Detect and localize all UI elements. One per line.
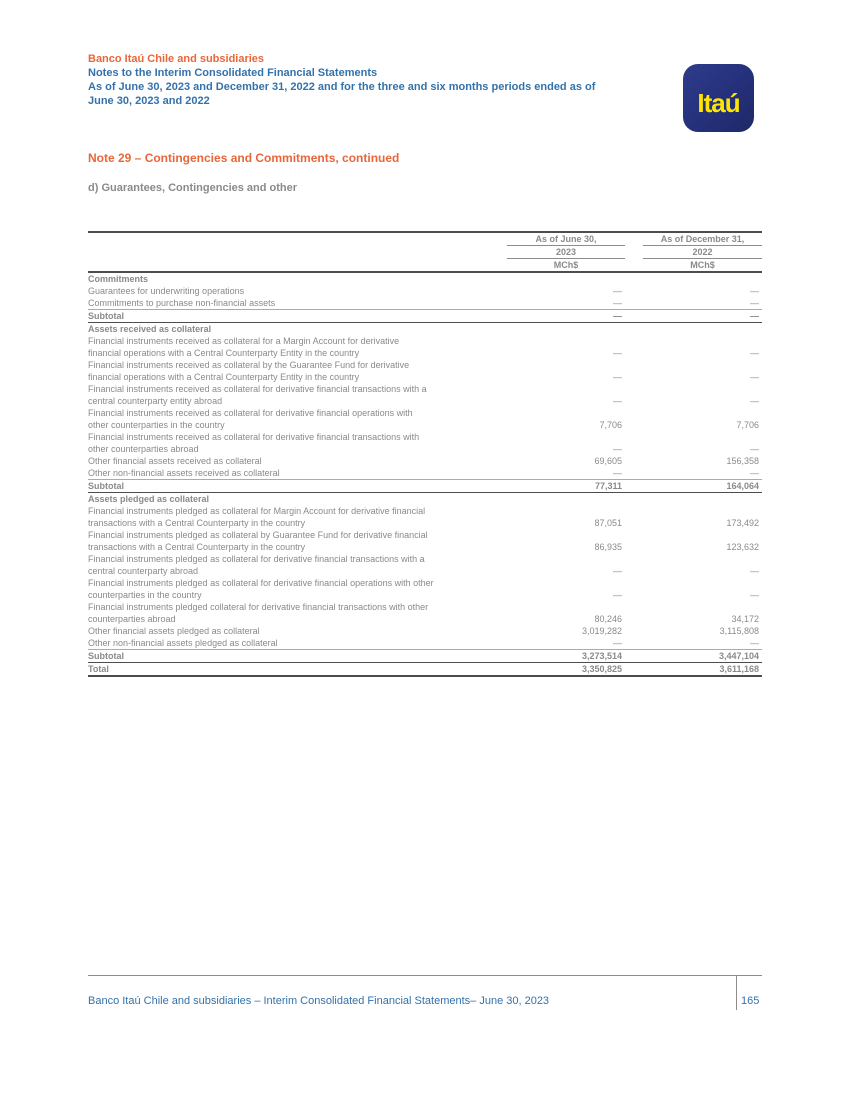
value-june-2023 bbox=[507, 493, 625, 506]
table-row-subtotal bbox=[88, 480, 762, 493]
row-label: Financial instruments pledged as collateral for derivative financial transactions with a central counterparty abroad bbox=[88, 554, 425, 576]
value-december-2022: — bbox=[643, 467, 762, 480]
table-row-item bbox=[88, 407, 762, 431]
column-gap bbox=[625, 335, 643, 359]
value-december-2022: — bbox=[643, 297, 762, 310]
value-december-2022: — bbox=[750, 566, 759, 576]
column-gap bbox=[625, 359, 643, 383]
value-june-2023: 86,935 bbox=[594, 542, 622, 552]
column-gap bbox=[625, 407, 643, 431]
value-june-2023: 87,051 bbox=[594, 518, 622, 528]
value-december-2022: — bbox=[643, 637, 762, 650]
value-december-2022: — bbox=[750, 444, 759, 454]
value-december-2022: — bbox=[750, 286, 759, 296]
table-row-item bbox=[88, 553, 762, 577]
itau-logo-text: Itaú bbox=[697, 87, 740, 118]
value-december-2022: 34,172 bbox=[731, 614, 759, 624]
header-spacer bbox=[88, 232, 507, 246]
value-december-2022: — bbox=[750, 590, 759, 600]
company-name: Banco Itaú Chile and subsidiaries bbox=[88, 53, 265, 65]
column-gap bbox=[625, 383, 643, 407]
row-label: Financial instruments pledged as collateral by Guarantee Fund for derivative financial transactions with a Central Counterparty in the country bbox=[88, 530, 428, 552]
table-row-item bbox=[88, 505, 762, 529]
table-row-section bbox=[88, 272, 762, 285]
table-body bbox=[88, 272, 762, 676]
value-june-2023: — bbox=[613, 348, 622, 358]
value-december-2022: — bbox=[750, 372, 759, 382]
value-june-2023: — bbox=[613, 566, 622, 576]
value-december-2022 bbox=[643, 493, 762, 506]
row-label: Financial instruments pledged collateral for derivative financial transactions with other counterparties abroad bbox=[88, 602, 429, 624]
table-row-item bbox=[88, 637, 762, 650]
value-december-2022: 3,115,808 bbox=[719, 626, 759, 636]
row-label: Subtotal bbox=[88, 480, 507, 493]
table-row-subtotal bbox=[88, 650, 762, 663]
value-december-2022: 3,611,168 bbox=[643, 663, 762, 677]
row-label: Financial instruments received as collateral for derivative financial transactions with a central counterparty entity abroad bbox=[88, 384, 427, 406]
column-gap bbox=[625, 650, 643, 663]
value-december-2022: — bbox=[643, 310, 762, 323]
column-gap bbox=[625, 297, 643, 310]
row-label: Assets pledged as collateral bbox=[88, 494, 210, 504]
value-june-2023: — bbox=[613, 590, 622, 600]
row-label: Assets received as collateral bbox=[88, 324, 212, 334]
column-gap bbox=[625, 601, 643, 625]
header-gap bbox=[625, 246, 643, 259]
value-june-2023: 80,246 bbox=[594, 614, 622, 624]
table-row-item bbox=[88, 359, 762, 383]
header-gap bbox=[625, 232, 643, 246]
value-june-2023: — bbox=[613, 286, 622, 296]
column-gap bbox=[625, 455, 643, 467]
col-header-2022: 2022 bbox=[643, 246, 762, 259]
table-header bbox=[88, 232, 762, 272]
table-row-subtotal bbox=[88, 310, 762, 323]
row-label: Financial instruments received as collateral by the Guarantee Fund for derivative financial operations with a Central Counterparty Entity in the country bbox=[88, 360, 410, 382]
row-label: Commitments bbox=[88, 274, 149, 284]
footer-divider bbox=[88, 975, 762, 976]
column-gap bbox=[625, 431, 643, 455]
col-header-units-1: MCh$ bbox=[507, 259, 625, 273]
column-gap bbox=[625, 323, 643, 336]
note-title: Note 29 – Contingencies and Commitments, continued bbox=[88, 151, 400, 165]
table-row-item bbox=[88, 577, 762, 601]
value-june-2023: 77,311 bbox=[507, 480, 625, 493]
table-row-item bbox=[88, 529, 762, 553]
value-december-2022 bbox=[643, 272, 762, 285]
col-header-december: As of December 31, bbox=[643, 232, 762, 246]
value-june-2023: — bbox=[507, 297, 625, 310]
table-row-item bbox=[88, 297, 762, 310]
column-gap bbox=[625, 285, 643, 297]
value-december-2022: — bbox=[750, 348, 759, 358]
column-gap bbox=[625, 493, 643, 506]
col-header-units-2: MCh$ bbox=[643, 259, 762, 273]
value-june-2023: — bbox=[507, 637, 625, 650]
column-gap bbox=[625, 625, 643, 637]
value-december-2022: 123,632 bbox=[726, 542, 759, 552]
column-gap bbox=[625, 553, 643, 577]
page-number: 165 bbox=[741, 995, 760, 1007]
value-june-2023: 7,706 bbox=[599, 420, 622, 430]
value-december-2022: 173,492 bbox=[726, 518, 759, 528]
document-title: Notes to the Interim Consolidated Financial Statements bbox=[88, 67, 378, 79]
table-row-item bbox=[88, 601, 762, 625]
col-header-june: As of June 30, bbox=[507, 232, 625, 246]
table-header-row-year bbox=[88, 246, 762, 259]
value-december-2022: 7,706 bbox=[736, 420, 759, 430]
value-june-2023: 3,273,514 bbox=[507, 650, 625, 663]
row-label: Subtotal bbox=[88, 310, 507, 323]
column-gap bbox=[625, 272, 643, 285]
table-row-item bbox=[88, 431, 762, 455]
row-label: Financial instruments pledged as collateral for derivative financial operations with other counterparties in the country bbox=[88, 578, 434, 600]
value-june-2023: 3,019,282 bbox=[581, 626, 622, 636]
row-label: Financial instruments received as collateral for a Margin Account for derivative financial operations with a Central Counterparty Entity in the country bbox=[88, 336, 400, 358]
header-spacer bbox=[88, 259, 507, 273]
value-june-2023: 3,350,825 bbox=[507, 663, 625, 677]
table-header-row-period bbox=[88, 232, 762, 246]
value-december-2022: 164,064 bbox=[643, 480, 762, 493]
table-row-section bbox=[88, 323, 762, 336]
table-row-item bbox=[88, 625, 762, 637]
footer-text: Banco Itaú Chile and subsidiaries – Interim Consolidated Financial Statements– June 30, 2023 bbox=[88, 995, 550, 1007]
table-row-total bbox=[88, 663, 762, 677]
column-gap bbox=[625, 467, 643, 480]
table-row-item bbox=[88, 285, 762, 297]
column-gap bbox=[625, 310, 643, 323]
row-label: Guarantees for underwriting operations bbox=[88, 286, 245, 296]
value-june-2023 bbox=[507, 323, 625, 336]
column-gap bbox=[625, 577, 643, 601]
row-label: Commitments to purchase non-financial assets bbox=[88, 297, 507, 310]
row-label: Other non-financial assets pledged as collateral bbox=[88, 637, 507, 650]
row-label: Other non-financial assets received as collateral bbox=[88, 467, 507, 480]
guarantees-table bbox=[88, 231, 762, 677]
row-label: Subtotal bbox=[88, 650, 507, 663]
column-gap bbox=[625, 480, 643, 493]
header-spacer bbox=[88, 246, 507, 259]
table-row-item bbox=[88, 467, 762, 480]
value-june-2023 bbox=[507, 272, 625, 285]
table-header-row-units bbox=[88, 259, 762, 273]
value-june-2023: — bbox=[507, 467, 625, 480]
row-label: Financial instruments received as collateral for derivative financial transactions with other counterparties abroad bbox=[88, 432, 420, 454]
column-gap bbox=[625, 637, 643, 650]
page-header bbox=[88, 52, 663, 108]
row-label: Financial instruments received as collateral for derivative financial operations with other counterparties in the country bbox=[88, 408, 413, 430]
value-june-2023: — bbox=[613, 396, 622, 406]
footer-page-separator bbox=[736, 975, 737, 1010]
table-row-item bbox=[88, 455, 762, 467]
value-december-2022: — bbox=[750, 396, 759, 406]
column-gap bbox=[625, 529, 643, 553]
row-label: Total bbox=[88, 663, 507, 677]
value-june-2023: — bbox=[613, 372, 622, 382]
table-row-item bbox=[88, 335, 762, 359]
value-june-2023: — bbox=[507, 310, 625, 323]
value-december-2022: 156,358 bbox=[726, 456, 759, 466]
column-gap bbox=[625, 663, 643, 677]
value-june-2023: 69,605 bbox=[594, 456, 622, 466]
period-line-2: June 30, 2023 and 2022 bbox=[88, 95, 210, 107]
value-december-2022: 3,447,104 bbox=[643, 650, 762, 663]
value-june-2023: — bbox=[613, 444, 622, 454]
itau-logo bbox=[683, 64, 754, 132]
row-label: Other financial assets received as collateral bbox=[88, 456, 262, 466]
note-subtitle: d) Guarantees, Contingencies and other bbox=[88, 182, 298, 194]
row-label: Other financial assets pledged as collateral bbox=[88, 626, 260, 636]
period-line-1: As of June 30, 2023 and December 31, 2022 and for the three and six months periods ended as of bbox=[88, 81, 596, 93]
table-row-section bbox=[88, 493, 762, 506]
header-gap bbox=[625, 259, 643, 273]
row-label: Financial instruments pledged as collateral for Margin Account for derivative financial transactions with a Central Counterparty in the country bbox=[88, 506, 426, 528]
column-gap bbox=[625, 505, 643, 529]
table-row-item bbox=[88, 383, 762, 407]
value-december-2022 bbox=[643, 323, 762, 336]
col-header-2023: 2023 bbox=[507, 246, 625, 259]
